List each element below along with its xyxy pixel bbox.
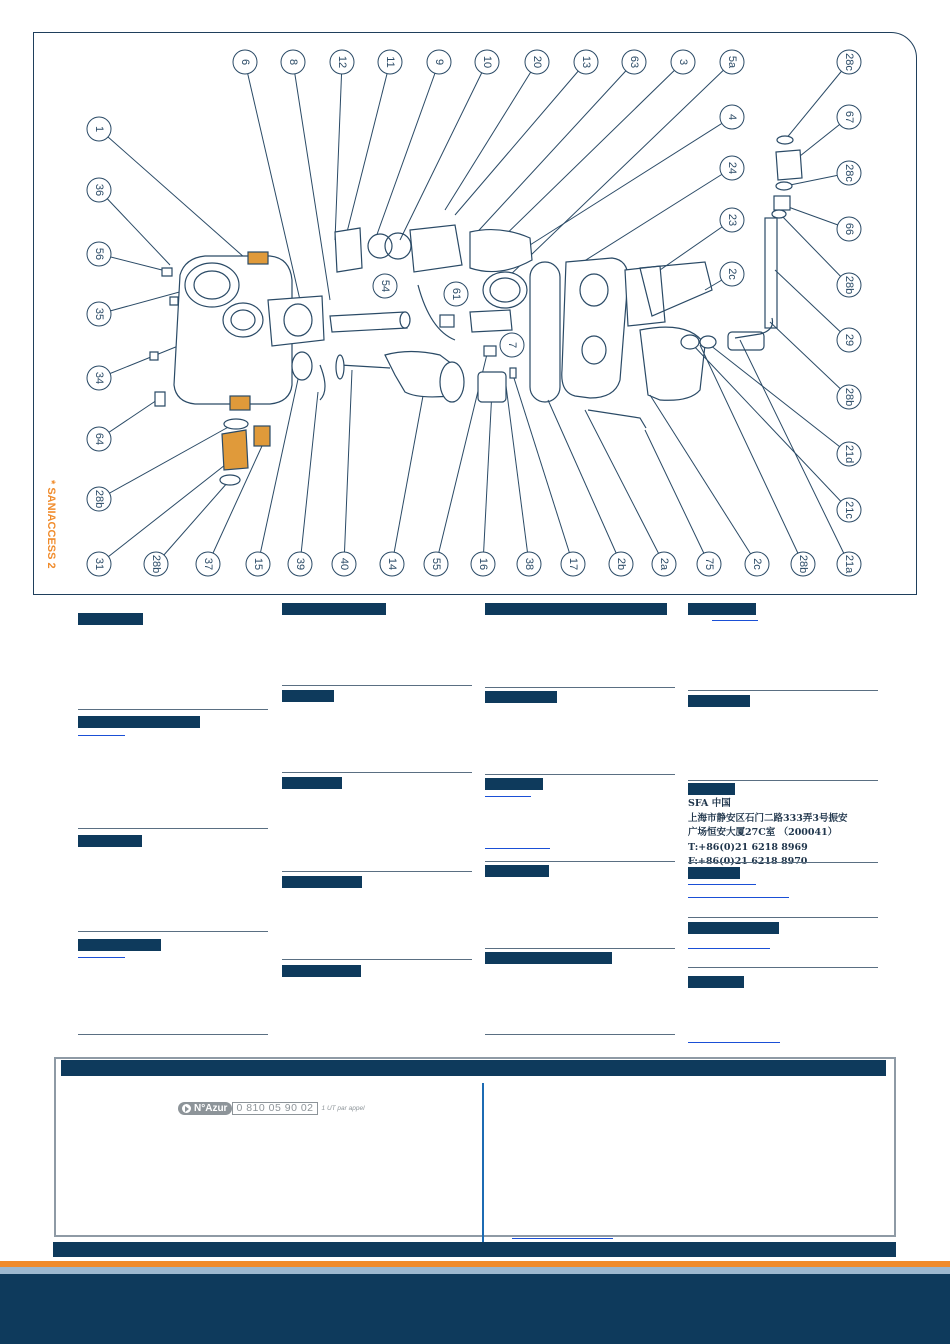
- leader-line: [548, 400, 621, 564]
- callout-5a: [720, 50, 744, 74]
- footer-bar: [53, 1242, 896, 1257]
- leader-line: [99, 465, 225, 564]
- section-divider: [688, 862, 878, 863]
- leader-line: [785, 62, 849, 140]
- callout-20: [525, 50, 549, 74]
- section-header: [78, 613, 143, 625]
- callout-label: 10: [481, 55, 493, 69]
- callout-10: [475, 50, 499, 74]
- callout-label: 35: [93, 307, 105, 321]
- adapter-66: [774, 196, 790, 210]
- callout-label: 21d: [843, 444, 855, 464]
- callout-label: 21a: [843, 554, 855, 574]
- callout-36: [87, 178, 111, 202]
- leader-line: [344, 370, 352, 564]
- callout-label: 67: [843, 110, 855, 124]
- china-phone: T:+86(0)21 6218 8969: [688, 841, 808, 853]
- tank-top-outlet: [248, 252, 268, 264]
- azur-phone-badge: [178, 1102, 365, 1115]
- section-header: [485, 691, 557, 703]
- callout-label: 28b: [150, 554, 162, 574]
- contact-box: [54, 1057, 896, 1237]
- callout-7: [500, 333, 524, 357]
- callout-31: [87, 552, 111, 576]
- contact-column-divider: [482, 1083, 484, 1243]
- callout-39: [288, 552, 312, 576]
- section-divider: [282, 685, 472, 686]
- callout-13: [574, 50, 598, 74]
- callout-8: [281, 50, 305, 74]
- azur-label: N°Azur: [194, 1103, 228, 1114]
- section-divider: [485, 687, 675, 688]
- leader-line: [505, 62, 732, 280]
- callout-label: 28c: [843, 164, 855, 182]
- leader-line: [345, 62, 390, 240]
- leader-line: [740, 340, 849, 564]
- clip-55: [484, 346, 496, 356]
- tank-bottom-outlet: [230, 396, 250, 410]
- leader-line: [392, 385, 425, 564]
- callout-label: 14: [386, 557, 398, 571]
- valve-67: [776, 150, 802, 180]
- leader-line: [692, 344, 849, 510]
- gasket-2b: [530, 262, 560, 402]
- section-header: [485, 952, 612, 964]
- plate-23: [625, 266, 665, 326]
- callout-label: 12: [336, 55, 348, 69]
- redacted-link[interactable]: [78, 957, 125, 958]
- callout-23: [720, 208, 744, 232]
- section-divider: [78, 1034, 268, 1035]
- callout-label: 75: [703, 557, 715, 571]
- callout-17: [561, 552, 585, 576]
- section-header: [282, 965, 361, 977]
- section-header: [282, 876, 362, 888]
- leader-line: [99, 425, 232, 499]
- redacted-link[interactable]: [688, 884, 756, 885]
- leader-line: [710, 345, 849, 454]
- impeller-housing-3: [470, 230, 532, 272]
- leader-line: [585, 410, 664, 564]
- callout-label: 20: [531, 55, 543, 69]
- valve-21d: [700, 336, 716, 348]
- motor-10: [410, 225, 462, 272]
- leader-line: [770, 322, 849, 397]
- callout-label: 21c: [843, 501, 855, 519]
- callout-24: [720, 156, 744, 180]
- callout-28b: [837, 273, 861, 297]
- callout-label: 34: [93, 371, 105, 385]
- callout-label: 36: [93, 183, 105, 197]
- callout-54: [373, 274, 397, 298]
- callout-28b: [144, 552, 168, 576]
- leader-line: [570, 168, 732, 270]
- leader-line: [99, 129, 245, 258]
- callout-28b: [791, 552, 815, 576]
- leader-line: [645, 430, 709, 564]
- section-divider: [688, 917, 878, 918]
- part-17: [510, 368, 516, 378]
- redacted-link[interactable]: [688, 948, 770, 949]
- play-arrow-icon: [182, 1104, 191, 1113]
- section-divider: [282, 959, 472, 960]
- footer-navy-band: [0, 1274, 950, 1344]
- leader-line: [300, 392, 318, 564]
- callout-label: 64: [93, 432, 105, 446]
- callout-label: 17: [567, 557, 579, 571]
- callout-16: [471, 552, 495, 576]
- leader-line: [375, 62, 439, 240]
- parts-drawing: [150, 136, 802, 485]
- leader-line: [455, 62, 586, 215]
- section-header: [688, 976, 744, 988]
- callout-2c: [720, 262, 744, 286]
- callout-3: [671, 50, 695, 74]
- callout-21d: [837, 442, 861, 466]
- china-address-line-1: 上海市静安区石门二路333弄3号振安: [688, 812, 848, 824]
- leader-line: [156, 482, 228, 564]
- section-header: [688, 603, 756, 615]
- callout-6: [233, 50, 257, 74]
- callout-37: [196, 552, 220, 576]
- clip-56: [162, 268, 172, 276]
- section-header: [282, 603, 386, 615]
- callout-label: 6: [239, 58, 251, 66]
- azur-pill: [178, 1102, 232, 1115]
- callout-label: 29: [843, 333, 855, 347]
- callout-21a: [837, 552, 861, 576]
- footer-lightblue-stripe: [0, 1267, 950, 1274]
- section-divider: [485, 774, 675, 775]
- callout-label: 1: [93, 125, 105, 133]
- callout-label: 39: [294, 557, 306, 571]
- section-header: [282, 777, 342, 789]
- callout-label: 8: [287, 58, 299, 66]
- azur-number: 0 810 05 90 02: [232, 1102, 317, 1115]
- callout-29: [837, 328, 861, 352]
- cuff-15: [254, 426, 270, 446]
- redacted-link[interactable]: [712, 620, 758, 621]
- callout-12: [330, 50, 354, 74]
- callout-67: [837, 105, 861, 129]
- callout-4: [720, 105, 744, 129]
- callout-61: [444, 282, 468, 306]
- callout-label: 38: [523, 557, 535, 571]
- section-header: [688, 922, 779, 934]
- pipe-29: [765, 218, 777, 328]
- azur-note: 1 UT par appel: [321, 1105, 365, 1112]
- section-header: [485, 778, 543, 790]
- section-divider: [78, 709, 268, 710]
- callout-2a: [652, 552, 676, 576]
- callout-11: [378, 50, 402, 74]
- callout-label: 40: [338, 557, 350, 571]
- callout-label: 2a: [658, 557, 670, 571]
- clip-39: [320, 365, 325, 400]
- callout-label: 15: [252, 557, 264, 571]
- leader-line: [483, 390, 492, 564]
- cable-75: [588, 410, 646, 428]
- callout-label: 54: [379, 279, 391, 293]
- section-header: [688, 867, 740, 879]
- section-header: [78, 835, 142, 847]
- leader-line: [505, 378, 529, 564]
- capacitor-16: [478, 372, 506, 402]
- callout-9: [427, 50, 451, 74]
- callout-28b: [87, 487, 111, 511]
- callout-label: 24: [726, 161, 738, 175]
- callout-2c: [745, 552, 769, 576]
- callout-label: 28b: [797, 554, 809, 574]
- callout-28b: [837, 385, 861, 409]
- exploded-parts-diagram: [0, 0, 950, 600]
- callout-56: [87, 242, 111, 266]
- ring-15: [292, 352, 312, 380]
- callout-label: 4: [726, 113, 738, 121]
- section-header: [282, 690, 334, 702]
- cuff-37: [222, 430, 248, 470]
- section-divider: [485, 861, 675, 862]
- callout-label: 66: [843, 222, 855, 236]
- section-divider: [485, 1034, 675, 1035]
- redacted-link[interactable]: [688, 897, 789, 898]
- callout-1: [87, 117, 111, 141]
- callout-label: 28b: [843, 275, 855, 295]
- callout-38: [517, 552, 541, 576]
- section-divider: [78, 931, 268, 932]
- callout-28c: [837, 161, 861, 185]
- callout-40: [332, 552, 356, 576]
- callout-34: [87, 366, 111, 390]
- callout-label: 61: [450, 287, 462, 301]
- callout-15: [246, 552, 270, 576]
- redacted-link[interactable]: [512, 1238, 613, 1239]
- lid-2a: [562, 258, 628, 398]
- section-header: [485, 603, 667, 615]
- callout-label: 23: [726, 213, 738, 227]
- callout-label: 56: [93, 247, 105, 261]
- leader-line: [293, 62, 330, 300]
- leader-line: [513, 375, 573, 564]
- redacted-link[interactable]: [78, 735, 125, 736]
- section-header: [78, 716, 200, 728]
- contact-box-header: [61, 1060, 886, 1076]
- section-header-china: [688, 783, 735, 795]
- side-title-text: * SANIACCESS 2: [45, 480, 57, 569]
- section-header: [485, 865, 549, 877]
- callout-label: 2c: [751, 558, 763, 570]
- connector-61: [470, 310, 512, 332]
- callout-2b: [609, 552, 633, 576]
- callout-label: 2b: [615, 557, 627, 571]
- side-title-vertical: [36, 480, 57, 580]
- section-divider: [688, 967, 878, 968]
- ring-21c: [681, 335, 699, 349]
- callout-64: [87, 427, 111, 451]
- callout-label: 55: [430, 557, 442, 571]
- callout-label: 11: [384, 56, 396, 68]
- china-contact-block: [688, 797, 878, 870]
- leader-line: [400, 62, 487, 240]
- callout-66: [837, 217, 861, 241]
- callout-label: 28c: [843, 53, 855, 71]
- section-header: [688, 695, 750, 707]
- redacted-link[interactable]: [688, 1042, 780, 1043]
- leader-line: [335, 62, 342, 240]
- rod-40: [340, 365, 390, 368]
- callout-21c: [837, 498, 861, 522]
- callout-14: [380, 552, 404, 576]
- callout-35: [87, 302, 111, 326]
- callout-label: 2c: [726, 268, 738, 280]
- callout-label: 13: [580, 55, 592, 69]
- redacted-link[interactable]: [485, 796, 531, 797]
- callout-label: 63: [628, 55, 640, 69]
- callout-label: 9: [433, 58, 445, 66]
- section-divider: [282, 772, 472, 773]
- callout-label: 3: [677, 58, 689, 66]
- callout-55: [424, 552, 448, 576]
- callout-label: 37: [202, 557, 214, 571]
- callout-28c: [837, 50, 861, 74]
- section-header: [78, 939, 161, 951]
- motor-cap-12: [335, 228, 362, 272]
- callout-label: 7: [506, 341, 518, 349]
- section-divider: [485, 948, 675, 949]
- callout-75: [697, 552, 721, 576]
- callout-label: 28b: [93, 489, 105, 509]
- redacted-link[interactable]: [485, 848, 550, 849]
- callout-label: 31: [93, 557, 105, 571]
- callout-label: 5a: [726, 55, 738, 69]
- section-divider: [78, 828, 268, 829]
- leader-line: [470, 62, 634, 240]
- section-divider: [688, 780, 878, 781]
- section-divider: [282, 871, 472, 872]
- china-company: SFA 中国: [688, 798, 731, 809]
- china-address-line-2: 广场恒安大厦27C室 （200041）: [688, 827, 838, 838]
- leader-line: [650, 395, 757, 564]
- pipe-8: [330, 312, 407, 332]
- callout-label: 28b: [843, 387, 855, 407]
- callout-label: 16: [477, 557, 489, 571]
- section-divider: [688, 690, 878, 691]
- callout-63: [622, 50, 646, 74]
